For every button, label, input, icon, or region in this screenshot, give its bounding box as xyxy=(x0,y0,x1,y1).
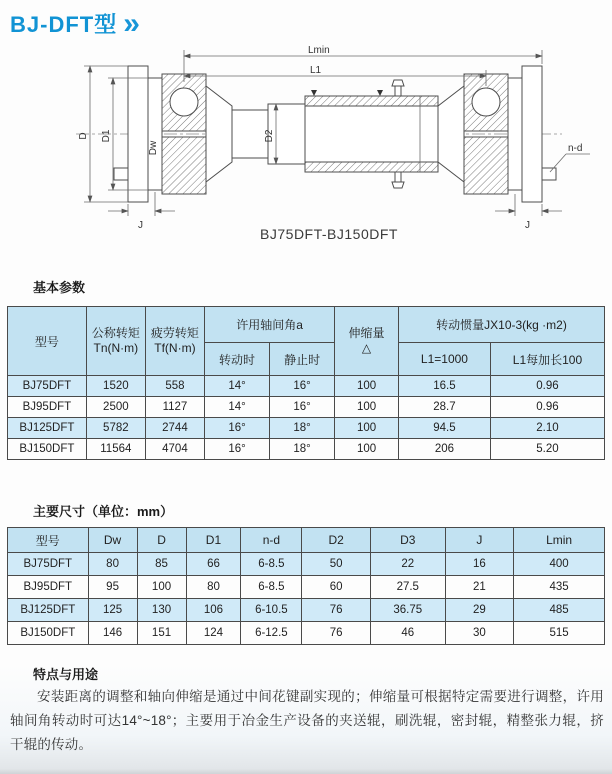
dim-label-d2: D2 xyxy=(264,129,275,143)
grease-nipple-bottom xyxy=(392,172,404,188)
table-row xyxy=(8,622,605,645)
cell-model: BJ95DFT xyxy=(8,397,87,418)
cell: 27.5 xyxy=(370,576,445,599)
col-header-d3: D3 xyxy=(370,528,445,553)
cell-model: BJ125DFT xyxy=(8,418,87,439)
cell: 30 xyxy=(445,622,514,645)
cell: 16° xyxy=(204,439,269,460)
table-row xyxy=(8,553,605,576)
cell: 16 xyxy=(445,553,514,576)
cell: 485 xyxy=(514,599,605,622)
cell: 100 xyxy=(335,376,399,397)
table-row xyxy=(8,376,605,397)
technical-drawing xyxy=(0,44,612,236)
cell: 100 xyxy=(137,576,186,599)
cell: 106 xyxy=(186,599,241,622)
cell: 4704 xyxy=(145,439,204,460)
fatigue-torque-unit: Tf(N·m) xyxy=(154,341,196,355)
shaft-step xyxy=(232,110,268,158)
right-yoke-taper xyxy=(438,86,464,182)
cell: 76 xyxy=(302,622,371,645)
features-paragraph: 安装距离的调整和轴向伸缩是通过中间花键副实现的；伸缩量可根据特定需要进行调整，许用轴间角转动时可达14°~18°；主要用于冶金生产设备的夹送辊，刷洗辊，密封辊，精整张力辊，挤干辊的传动。 xyxy=(10,689,604,752)
left-joint-lower xyxy=(162,137,206,194)
dimensions-table-wrapper xyxy=(7,527,605,645)
col-header-fatigue-torque xyxy=(145,307,204,376)
grease-nipple-top xyxy=(392,80,404,96)
taper-mark-right xyxy=(377,90,383,96)
col-header-stretch xyxy=(335,307,399,376)
dim-label-l1: L1 xyxy=(310,65,322,76)
col-header-static: 静止时 xyxy=(270,343,335,376)
cell: 29 xyxy=(445,599,514,622)
sleeve-hatch-bottom xyxy=(305,162,438,172)
cell: 80 xyxy=(186,576,241,599)
cell: 46 xyxy=(370,622,445,645)
col-header-dw: Dw xyxy=(88,528,137,553)
cell: 0.96 xyxy=(490,376,604,397)
cell: 146 xyxy=(88,622,137,645)
page-title: BJ-DFT型 xyxy=(10,12,118,37)
cell: 11564 xyxy=(86,439,145,460)
dim-label-d1: D1 xyxy=(101,129,112,143)
cell: 36.75 xyxy=(370,599,445,622)
cell: 94.5 xyxy=(398,418,490,439)
cell: 5782 xyxy=(86,418,145,439)
cell: 130 xyxy=(137,599,186,622)
dim-label-j-left: J xyxy=(138,220,143,231)
col-header-l1-per100: L1每加长100 xyxy=(490,343,604,376)
cell: 21 xyxy=(445,576,514,599)
table-row xyxy=(8,439,605,460)
cell: 6-8.5 xyxy=(241,576,302,599)
cell: 5.20 xyxy=(490,439,604,460)
col-header-model: 型号 xyxy=(8,307,87,376)
cell: 2500 xyxy=(86,397,145,418)
col-header-j: J xyxy=(445,528,514,553)
col-header-rotating: 转动时 xyxy=(204,343,269,376)
col-header-allowable-angle: 许用轴间角a xyxy=(204,307,334,343)
cell: 6-12.5 xyxy=(241,622,302,645)
cell: 16° xyxy=(270,376,335,397)
cell: 16° xyxy=(204,418,269,439)
dim-label-n-d: n-d xyxy=(568,143,583,154)
dim-label-j-right: J xyxy=(525,220,530,231)
cell: 18° xyxy=(270,418,335,439)
dim-label-d: D xyxy=(78,132,89,140)
cell: 85 xyxy=(137,553,186,576)
cell: 66 xyxy=(186,553,241,576)
cell: 18° xyxy=(270,439,335,460)
cell: 14° xyxy=(204,397,269,418)
col-header-d: D xyxy=(137,528,186,553)
cell: 558 xyxy=(145,376,204,397)
cell: 28.7 xyxy=(398,397,490,418)
cell: 50 xyxy=(302,553,371,576)
taper-mark-left xyxy=(311,90,317,96)
cell: 80 xyxy=(88,553,137,576)
fatigue-torque-label: 疲劳转矩 xyxy=(150,326,199,340)
dim-label-lmin: Lmin xyxy=(308,45,330,56)
table-row xyxy=(8,418,605,439)
stretch-symbol: △ xyxy=(361,341,372,355)
cell-model: BJ75DFT xyxy=(8,553,89,576)
left-hub xyxy=(148,78,162,190)
cell-model: BJ75DFT xyxy=(8,376,87,397)
col-header-d1: D1 xyxy=(186,528,241,553)
dim-label-dw: Dw xyxy=(148,140,159,156)
dimensions-table xyxy=(7,527,605,645)
cell: 435 xyxy=(514,576,605,599)
cell: 400 xyxy=(514,553,605,576)
left-flange xyxy=(128,66,148,202)
right-flange xyxy=(522,66,542,202)
cell: 14° xyxy=(204,376,269,397)
col-header-lmin: Lmin xyxy=(514,528,605,553)
col-header-n-d: n-d xyxy=(241,528,302,553)
cell-model: BJ95DFT xyxy=(8,576,89,599)
table-row xyxy=(8,576,605,599)
cell: 76 xyxy=(302,599,371,622)
cell: 60 xyxy=(302,576,371,599)
cell: 206 xyxy=(398,439,490,460)
cell-model: BJ150DFT xyxy=(8,439,87,460)
cell: 16° xyxy=(270,397,335,418)
cardan-shaft-drawing xyxy=(0,44,612,236)
page-header xyxy=(10,8,137,39)
table-row xyxy=(8,599,605,622)
cell: 515 xyxy=(514,622,605,645)
section-heading-features: 特点与用途 xyxy=(33,667,99,682)
cell: 1127 xyxy=(145,397,204,418)
cell: 125 xyxy=(88,599,137,622)
nominal-torque-label: 公称转矩 xyxy=(91,326,140,340)
right-bearing xyxy=(472,88,500,116)
col-header-nominal-torque xyxy=(86,307,145,376)
col-header-l1-1000: L1=1000 xyxy=(398,343,490,376)
right-hub xyxy=(508,78,522,190)
cell: 6-10.5 xyxy=(241,599,302,622)
spline-sleeve xyxy=(305,96,438,172)
cell: 95 xyxy=(88,576,137,599)
cell: 124 xyxy=(186,622,241,645)
cell: 2744 xyxy=(145,418,204,439)
cell: 100 xyxy=(335,439,399,460)
right-bolt xyxy=(542,168,556,180)
left-bearing xyxy=(170,88,198,116)
sleeve-hatch-top xyxy=(305,96,438,106)
drawing-caption: BJ75DFT-BJ150DFT xyxy=(260,226,398,242)
cell: 0.96 xyxy=(490,397,604,418)
double-chevron-icon: » xyxy=(123,6,137,40)
col-header-d2: D2 xyxy=(302,528,371,553)
left-bolt xyxy=(114,168,128,180)
cell: 151 xyxy=(137,622,186,645)
cell: 2.10 xyxy=(490,418,604,439)
cell: 1520 xyxy=(86,376,145,397)
cell-model: BJ150DFT xyxy=(8,622,89,645)
cell: 100 xyxy=(335,418,399,439)
cell: 100 xyxy=(335,397,399,418)
right-joint-lower xyxy=(464,137,508,194)
section-heading-basic-params: 基本参数 xyxy=(33,280,86,295)
col-header-inertia: 转动惯量JX10-3(kg ·m2) xyxy=(398,307,604,343)
table-row xyxy=(8,397,605,418)
cell: 22 xyxy=(370,553,445,576)
section-heading-dimensions: 主要尺寸（单位：mm） xyxy=(33,504,174,519)
basic-params-table-wrapper xyxy=(7,306,605,460)
nominal-torque-unit: Tn(N·m) xyxy=(93,341,139,355)
basic-params-table xyxy=(7,306,605,460)
cell-model: BJ125DFT xyxy=(8,599,89,622)
cell: 6-8.5 xyxy=(241,553,302,576)
left-yoke-taper xyxy=(206,86,232,182)
cell: 16.5 xyxy=(398,376,490,397)
stretch-label: 伸缩量 xyxy=(348,326,385,340)
col-header-model: 型号 xyxy=(8,528,89,553)
